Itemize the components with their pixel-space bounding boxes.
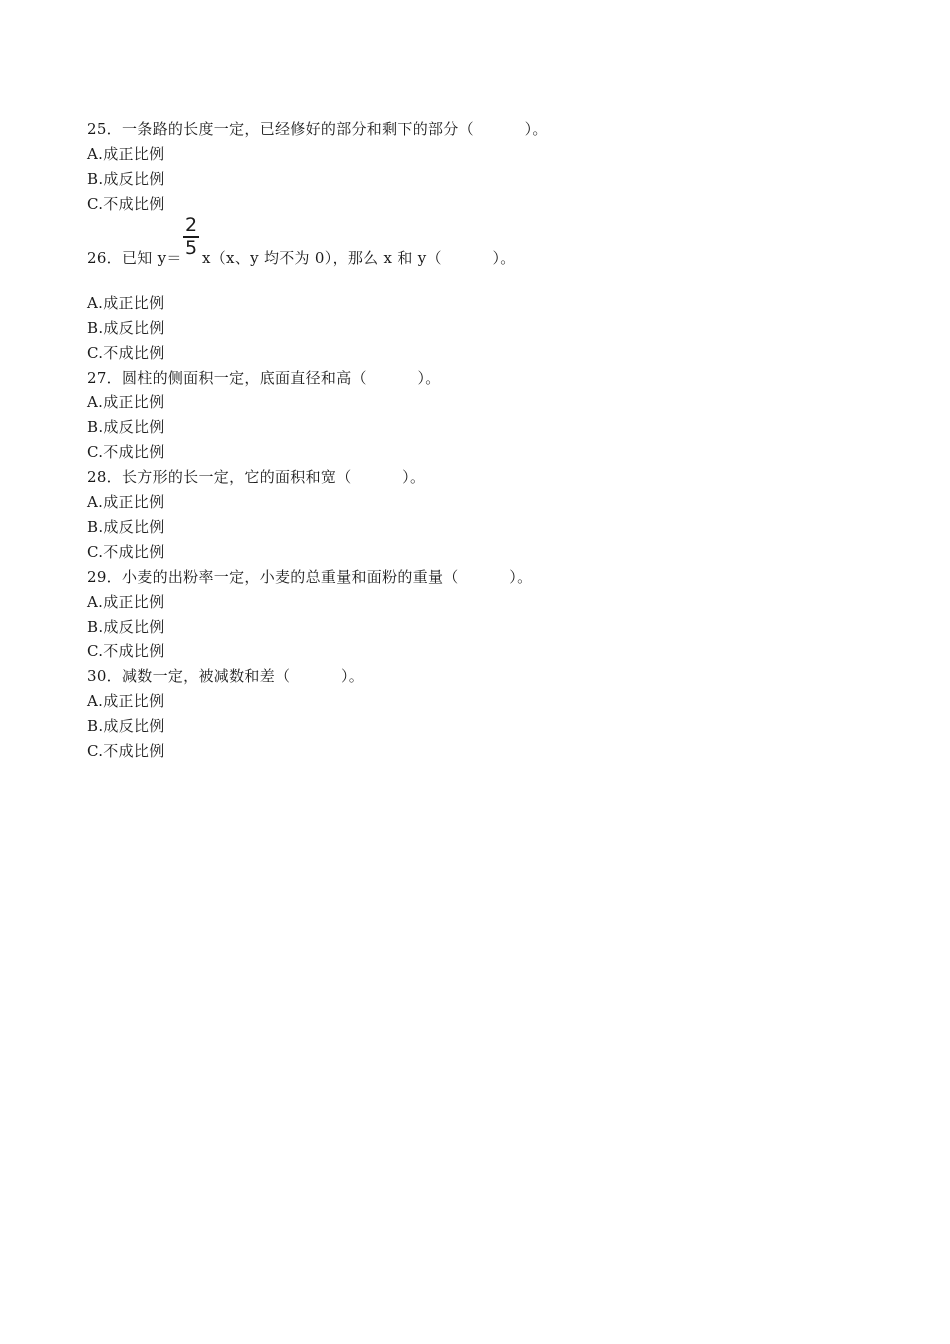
question-29-stem: 29．小麦的出粉率一定，小麦的总重量和面粉的重量（ ）。 [87,568,533,586]
question-25-stem: 25．一条路的长度一定，已经修好的部分和剩下的部分（ ）。 [87,120,548,138]
question-25-option-c: C.不成比例 [87,195,165,213]
question-27-option-a: A.成正比例 [87,393,165,411]
question-30-stem: 30．减数一定，被减数和差（ ）。 [87,667,365,685]
question-26-option-a: A.成正比例 [87,294,165,312]
fraction-two-fifths [181,216,201,259]
question-25-option-a: A.成正比例 [87,145,165,163]
question-28-option-c: C.不成比例 [87,543,165,561]
question-26-stem-before: 26．已知 y＝ [87,249,182,267]
question-26-option-c: C.不成比例 [87,344,165,362]
question-26-stem-after: x（x、y 均不为 0），那么 x 和 y（ ）。 [202,249,516,267]
question-26-option-b: B.成反比例 [87,319,165,337]
question-27-stem: 27．圆柱的侧面积一定，底面直径和高（ ）。 [87,369,441,387]
question-28-stem: 28．长方形的长一定，它的面积和宽（ ）。 [87,468,426,486]
question-28-option-b: B.成反比例 [87,518,165,536]
question-29-option-c: C.不成比例 [87,642,165,660]
question-28-option-a: A.成正比例 [87,493,165,511]
fraction-numerator: 2 [184,214,198,236]
question-29-option-a: A.成正比例 [87,593,165,611]
fraction-denominator: 5 [184,237,198,259]
question-30-option-a: A.成正比例 [87,692,165,710]
question-27-option-c: C.不成比例 [87,443,165,461]
question-30-option-c: C.不成比例 [87,742,165,760]
question-29-option-b: B.成反比例 [87,618,165,636]
question-30-option-b: B.成反比例 [87,717,165,735]
question-27-option-b: B.成反比例 [87,418,165,436]
question-25-option-b: B.成反比例 [87,170,165,188]
